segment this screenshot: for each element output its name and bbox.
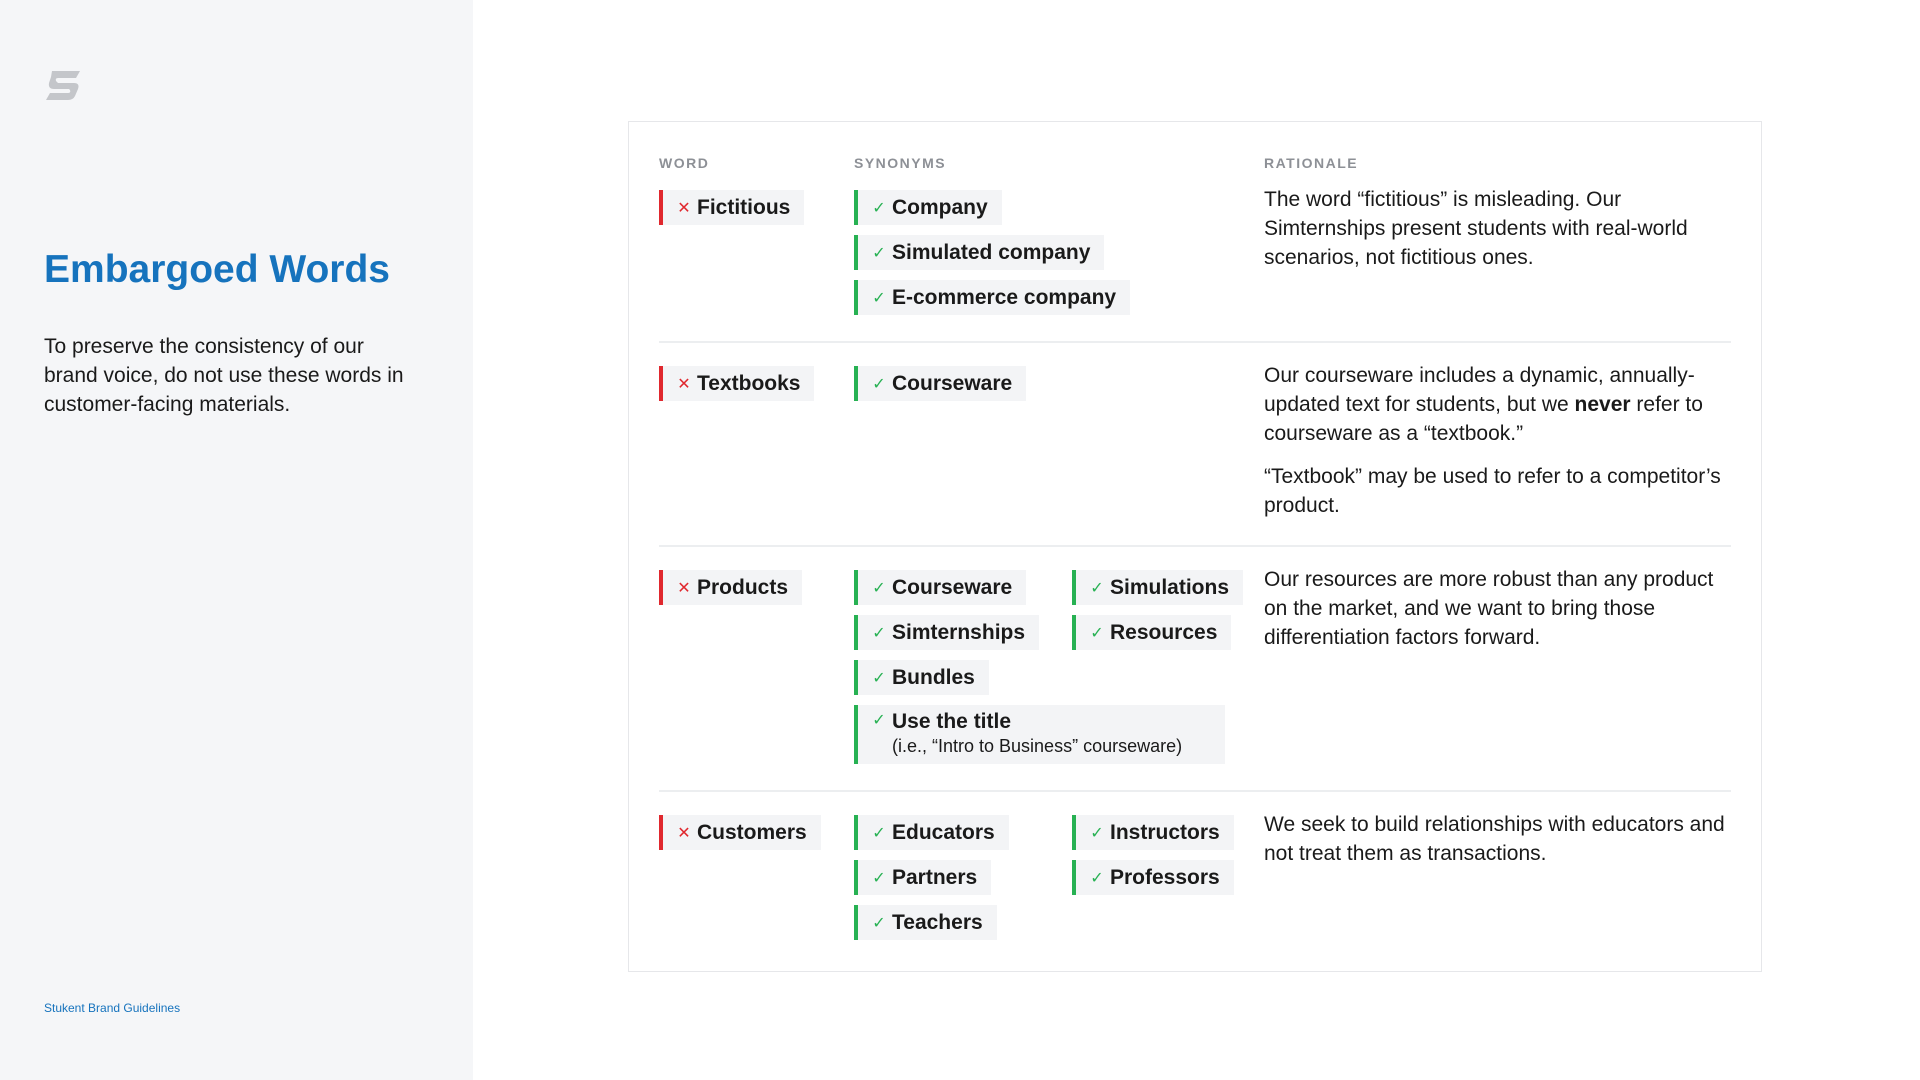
column-header-synonyms: SYNONYMS <box>854 155 947 171</box>
synonym-tag: ✓ Educators <box>854 815 1009 850</box>
table-row-textbooks <box>659 366 1731 526</box>
footer-label: Stukent Brand Guidelines <box>44 1001 181 1015</box>
rationale-text: Our courseware includes a dynamic, annually-updated text for students, but we never refer to courseware as a “textbook.” “Textbook” may be used to refer to a competitor’s product. <box>1264 364 1721 517</box>
stukent-logo-icon <box>44 69 84 101</box>
synonym-tag: ✓ E-commerce company <box>854 280 1130 315</box>
embargoed-word-tag: ✕ Fictitious <box>659 190 804 225</box>
row-divider <box>659 341 1731 343</box>
check-icon: ✓ <box>872 914 886 932</box>
row-divider <box>659 790 1731 792</box>
check-icon: ✓ <box>1090 824 1104 842</box>
table-row-products <box>659 570 1731 770</box>
synonym-tag: ✓ Simulated company <box>854 235 1104 270</box>
synonym-tag: ✓ Resources <box>1072 615 1231 650</box>
synonym-tag: ✓ Partners <box>854 860 991 895</box>
sidebar <box>0 0 473 1080</box>
x-icon: ✕ <box>677 375 691 393</box>
synonym-tag-use-title: ✓ Use the title (i.e., “Intro to Business” courseware) <box>854 705 1225 764</box>
check-icon: ✓ <box>872 579 886 597</box>
synonym-tag: ✓ Professors <box>1072 860 1234 895</box>
embargoed-word-tag: ✕ Customers <box>659 815 821 850</box>
rationale-text: The word “fictitious” is misleading. Our Simternships present students with real-world scenarios, not fictitious ones. <box>1264 188 1688 269</box>
embargoed-word-tag: ✕ Products <box>659 570 802 605</box>
column-header-rationale: RATIONALE <box>1264 155 1359 171</box>
page-title: Embargoed Words <box>44 248 390 291</box>
table-row-fictitious <box>659 190 1731 320</box>
synonym-tag: ✓ Simulations <box>1072 570 1243 605</box>
synonym-tag: ✓ Simternships <box>854 615 1039 650</box>
synonym-tag: ✓ Instructors <box>1072 815 1234 850</box>
check-icon: ✓ <box>1090 869 1104 887</box>
embargoed-word-tag: ✕ Textbooks <box>659 366 814 401</box>
check-icon: ✓ <box>1090 624 1104 642</box>
check-icon: ✓ <box>872 375 886 393</box>
check-icon: ✓ <box>872 244 886 262</box>
check-icon: ✓ <box>1090 579 1104 597</box>
x-icon: ✕ <box>677 199 691 217</box>
synonym-tag: ✓ Courseware <box>854 366 1026 401</box>
check-icon: ✓ <box>872 824 886 842</box>
rationale-text: Our resources are more robust than any product on the market, and we want to bring those differentiation factors forward. <box>1264 568 1714 649</box>
table-row-customers <box>659 815 1731 945</box>
x-icon: ✕ <box>677 579 691 597</box>
synonym-tag: ✓ Courseware <box>854 570 1026 605</box>
check-icon: ✓ <box>872 869 886 887</box>
row-divider <box>659 545 1731 547</box>
rationale-text: We seek to build relationships with educators and not treat them as transactions. <box>1264 813 1725 865</box>
synonym-tag: ✓ Teachers <box>854 905 997 940</box>
check-icon: ✓ <box>872 199 886 217</box>
column-header-word: WORD <box>659 155 710 171</box>
check-icon: ✓ <box>872 669 886 687</box>
x-icon: ✕ <box>677 824 691 842</box>
synonym-tag: ✓ Bundles <box>854 660 989 695</box>
check-icon: ✓ <box>872 712 886 729</box>
page-intro: To preserve the consistency of our brand voice, do not use these words in customer-facing materials. <box>44 335 404 416</box>
column-headers <box>659 155 1731 175</box>
check-icon: ✓ <box>872 624 886 642</box>
embargoed-words-table <box>628 121 1762 972</box>
synonym-tag: ✓ Company <box>854 190 1002 225</box>
check-icon: ✓ <box>872 289 886 307</box>
